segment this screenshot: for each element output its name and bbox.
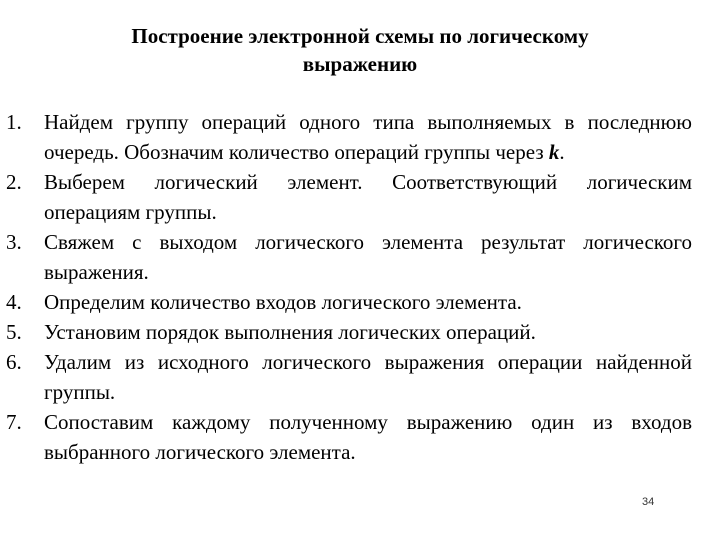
slide-title-line-2: выражению bbox=[302, 52, 418, 76]
list-item-3 bbox=[6, 227, 692, 287]
list-item-text: Свяжем с выходом логического элемента результат логического выражения. bbox=[44, 230, 692, 284]
list-item-text: Определим количество входов логического элемента. bbox=[44, 290, 522, 314]
list-item-text: Выберем логический элемент. Соответствующий логическим операциям группы. bbox=[44, 170, 692, 224]
list-item-4 bbox=[6, 287, 692, 317]
page-number: 34 bbox=[642, 496, 655, 508]
slide-title bbox=[60, 22, 660, 78]
list-item-5 bbox=[6, 317, 692, 347]
list-item-text: Сопоставим каждому полученному выражению один из входов выбранного логического элемента. bbox=[44, 410, 692, 464]
variable-k: k bbox=[548, 140, 560, 164]
list-item-number: 3. bbox=[6, 230, 22, 254]
list-item-number: 6. bbox=[6, 350, 22, 374]
list-item-number: 2. bbox=[6, 170, 22, 194]
list-item-7 bbox=[6, 407, 692, 467]
list-item-text: Установим порядок выполнения логических операций. bbox=[44, 320, 536, 344]
list-item-1 bbox=[6, 107, 692, 167]
list-item-text: Найдем группу операций одного типа выполняемых в последнюю очередь. Обозначим количество операций группы через bbox=[44, 110, 692, 164]
list-item-number: 1. bbox=[6, 110, 22, 134]
steps-list bbox=[6, 107, 692, 467]
list-item-number: 4. bbox=[6, 290, 22, 314]
list-item-suffix: . bbox=[559, 140, 565, 164]
list-item-number: 7. bbox=[6, 410, 22, 434]
list-item-number: 5. bbox=[6, 320, 22, 344]
list-item-2 bbox=[6, 167, 692, 227]
list-item-6 bbox=[6, 347, 692, 407]
slide-title-line-1: Построение электронной схемы по логическому bbox=[131, 24, 589, 48]
list-item-text: Удалим из исходного логического выражения операции найденной группы. bbox=[44, 350, 692, 404]
